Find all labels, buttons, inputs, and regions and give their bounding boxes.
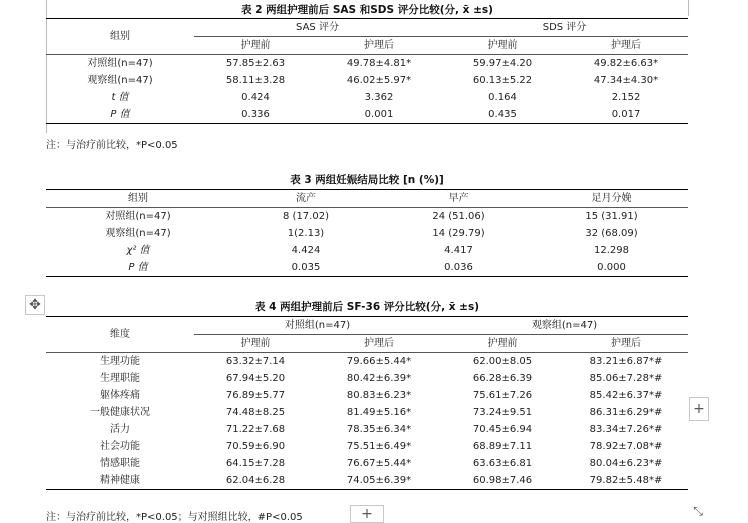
table-cell: 66.28±6.39: [472, 373, 533, 384]
table-cell: 1(2.13): [287, 228, 325, 239]
table-cell: 78.35±6.34*: [346, 424, 412, 435]
table-cell: 75.51±6.49*: [346, 441, 412, 452]
table-cell: 0.164: [488, 92, 517, 103]
table-cell: 59.97±4.20: [472, 58, 533, 69]
table3-header: 组别: [128, 193, 148, 204]
table-row: [46, 106, 688, 124]
table-cell: 12.298: [594, 245, 629, 256]
table-cell: 0.035: [291, 262, 321, 273]
table-cell: 57.85±2.63: [225, 58, 286, 69]
table-cell: 14 (29.79): [432, 228, 485, 239]
row-label: t 值: [111, 92, 129, 103]
add-row-icon[interactable]: +: [350, 505, 384, 523]
table-cell: 2.152: [611, 92, 641, 103]
table-row: [46, 438, 688, 455]
table2-group-header: 组别: [46, 19, 194, 55]
row-label: 对照组(n=47): [87, 58, 153, 69]
table-row: [46, 55, 688, 73]
row-label: χ² 值: [126, 245, 150, 256]
row-label: P 值: [110, 109, 130, 120]
row-label: 情感职能: [100, 458, 140, 469]
row-label: 生理功能: [100, 356, 140, 367]
table-cell: 83.34±7.26*#: [589, 424, 663, 435]
resize-handle-icon[interactable]: ⤡: [690, 503, 706, 519]
table-cell: 68.89±7.11: [472, 441, 533, 452]
table3: [46, 189, 688, 277]
row-label: 精神健康: [100, 475, 140, 486]
row-label: 一般健康状况: [90, 407, 150, 418]
table-row: [46, 242, 688, 259]
table-cell: 75.61±7.26: [472, 390, 533, 401]
table-cell: 63.63±6.81: [472, 458, 533, 469]
table4-subheader: 护理前: [487, 338, 518, 349]
table-cell: 62.04±6.28: [225, 475, 286, 486]
table-row: [46, 421, 688, 438]
table-cell: 64.15±7.28: [225, 458, 286, 469]
table-cell: 0.001: [364, 109, 394, 120]
row-label: P 值: [128, 262, 148, 273]
table-cell: 78.92±7.08*#: [589, 441, 663, 452]
row-label: 观察组(n=47): [105, 228, 171, 239]
table-cell: 47.34±4.30*: [593, 75, 659, 86]
table2-sas-header: SAS 评分: [194, 19, 441, 37]
table-cell: 62.00±8.05: [472, 356, 533, 367]
table-row: [46, 208, 688, 226]
table-row: [46, 455, 688, 472]
table-cell: 0.336: [241, 109, 270, 120]
table3-header: 流产: [296, 193, 316, 204]
table-row: [46, 72, 688, 89]
table-cell: 8 (17.02): [283, 211, 329, 222]
table-cell: 63.32±7.14: [225, 356, 286, 367]
table4-subheader: 护理前: [240, 338, 271, 349]
table-row: [46, 89, 688, 106]
table-cell: 3.362: [364, 92, 394, 103]
table-cell: 32 (68.09): [585, 228, 638, 239]
table4-control-header: 对照组(n=47): [194, 317, 441, 335]
table-cell: 0.424: [241, 92, 270, 103]
row-label: 观察组(n=47): [87, 75, 153, 86]
row-label: 躯体疼痛: [100, 390, 140, 401]
table-cell: 67.94±5.20: [225, 373, 286, 384]
table-cell: 71.22±7.68: [225, 424, 286, 435]
move-handle-icon[interactable]: ✥: [25, 295, 45, 315]
table-cell: 0.435: [488, 109, 517, 120]
table-cell: 74.48±8.25: [225, 407, 286, 418]
table-cell: 80.83±6.23*: [346, 390, 412, 401]
table-cell: 46.02±5.97*: [346, 75, 412, 86]
table2-subheader: 护理后: [364, 40, 394, 51]
table4-observe-header: 观察组(n=47): [441, 317, 688, 335]
table4-dimension-header: 维度: [46, 317, 194, 353]
table-cell: 0.017: [611, 109, 641, 120]
table-row: [46, 225, 688, 242]
table-cell: 80.42±6.39*: [346, 373, 412, 384]
table-cell: 60.98±7.46: [472, 475, 533, 486]
table4-note: 注：与治疗前比较，*P<0.05；与对照组比较，#P<0.05: [46, 512, 303, 523]
table4: [46, 316, 688, 490]
table-cell: 81.49±5.16*: [346, 407, 412, 418]
row-label: 活力: [110, 424, 130, 435]
table-cell: 24 (51.06): [432, 211, 485, 222]
table4-subheader: 护理后: [364, 338, 394, 349]
table-cell: 15 (31.91): [585, 211, 638, 222]
table-row: [46, 387, 688, 404]
table-cell: 58.11±3.28: [225, 75, 286, 86]
table-cell: 80.04±6.23*#: [589, 458, 663, 469]
table-cell: 49.82±6.63*: [593, 58, 659, 69]
table-cell: 76.67±5.44*: [346, 458, 412, 469]
table2-note: 注：与治疗前比较，*P<0.05: [46, 140, 178, 151]
table2-sds-header: SDS 评分: [441, 19, 688, 37]
table-cell: 70.45±6.94: [472, 424, 533, 435]
table-cell: 85.42±6.37*#: [589, 390, 663, 401]
table-cell: 0.036: [444, 262, 473, 273]
row-label: 生理职能: [100, 373, 140, 384]
table-cell: 83.21±6.87*#: [589, 356, 663, 367]
table-row: [46, 353, 688, 371]
table-cell: 49.78±4.81*: [346, 58, 412, 69]
table2-subheader: 护理后: [611, 40, 641, 51]
table-cell: 4.417: [444, 245, 473, 256]
table-cell: 70.59±6.90: [225, 441, 286, 452]
table2-caption: 表 2 两组护理前后 SAS 和SDS 评分比较(分, x̄ ±s): [241, 4, 493, 16]
right-edge-line: [688, 0, 689, 16]
table-row: [46, 472, 688, 490]
table-cell: 74.05±6.39*: [346, 475, 412, 486]
table-cell: 76.89±5.77: [225, 390, 286, 401]
table-cell: 85.06±7.28*#: [589, 373, 663, 384]
table3-caption: 表 3 两组妊娠结局比较 [n (%)]: [290, 174, 444, 186]
table-cell: 60.13±5.22: [472, 75, 533, 86]
add-column-icon[interactable]: +: [689, 397, 709, 421]
table-cell: 79.82±5.48*#: [589, 475, 663, 486]
table-row: [46, 370, 688, 387]
table4-subheader: 护理后: [611, 338, 641, 349]
row-label: 社会功能: [100, 441, 140, 452]
table-cell: 73.24±9.51: [472, 407, 533, 418]
table2: [46, 18, 688, 124]
table3-header: 足月分娩: [591, 193, 632, 204]
table-cell: 4.424: [291, 245, 321, 256]
table-cell: 0.000: [597, 262, 626, 273]
row-label: 对照组(n=47): [105, 211, 171, 222]
table-row: [46, 404, 688, 421]
table3-header: 早产: [448, 193, 469, 204]
table-cell: 86.31±6.29*#: [589, 407, 663, 418]
table-row: [46, 259, 688, 277]
table2-subheader: 护理前: [487, 40, 518, 51]
table4-caption: 表 4 两组护理前后 SF-36 评分比较(分, x̄ ±s): [254, 301, 480, 313]
table-cell: 79.66±5.44*: [346, 356, 412, 367]
table2-subheader: 护理前: [240, 40, 271, 51]
